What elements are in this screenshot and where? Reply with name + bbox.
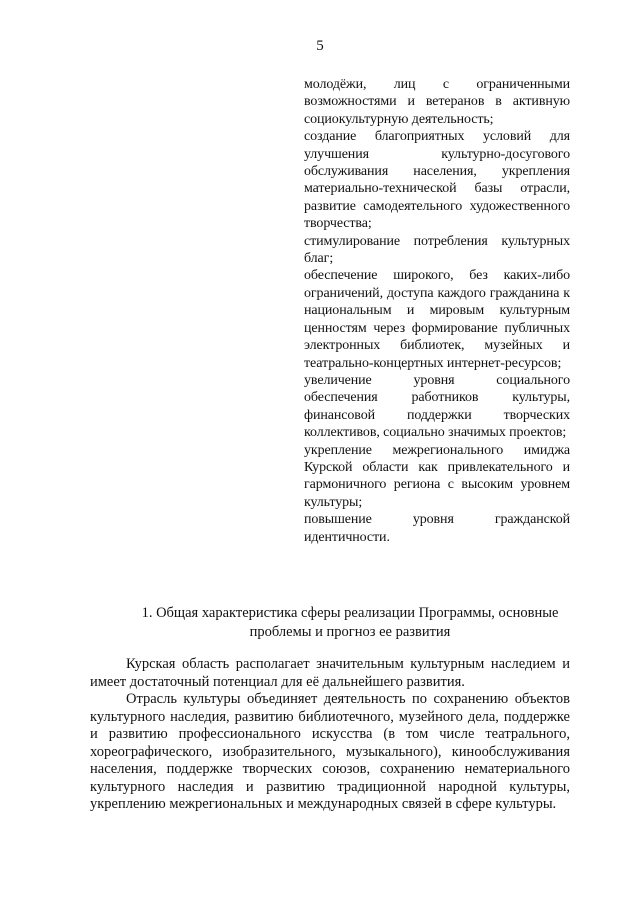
- goal-item: укрепление межрегионального имиджа Курской области как привлекательного и гармоничного региона с высоким уровнем культуры;: [304, 442, 570, 510]
- page-number: 5: [316, 38, 324, 54]
- body-paragraph: Курская область располагает значительным культурным наследием и имеет достаточный потенциал для её дальнейшего развития.: [90, 656, 570, 690]
- goal-item: создание благоприятных условий для улучшения культурно-досугового обслуживания населения, укрепления материально-технической базы отрасли, развитие самодеятельного художественного творчества;: [304, 129, 570, 232]
- goal-item: увеличение уровня социального обеспечения работников культуры, финансовой поддержки творческих коллективов, социально значимых проектов;: [304, 372, 570, 441]
- goal-item: обеспечение широкого, без каких-либо ограничений, доступа каждого гражданина к национальным и мировым культурным ценностям через формирование публичных электронных библиотек, музейных и театрально-концертных интернет-ресурсов;: [304, 268, 570, 371]
- body-paragraph: Отрасль культуры объединяет деятельность по сохранению объектов культурного наследия, развитию библиотечного, музейного дела, поддержке и развитию профессионального искусства (в том числе театрального, хореографического, изобразительного, музыкального), кинообслуживания населения, поддержке творческих союзов, сохранению нематериального культурного наследия и развитию традиционной народной культуры, укреплению межрегиональных и международных связей в сфере культуры.: [90, 691, 570, 812]
- goals-list: [304, 76, 570, 546]
- section-heading-line: 1. Общая характеристика сферы реализации Программы, основные: [141, 605, 559, 621]
- section-heading: [120, 604, 580, 642]
- goal-item: стимулирование потребления культурных благ;: [304, 233, 570, 267]
- goal-item: молодёжи, лиц с ограниченными возможностями и ветеранов в активную социокультурную деятельность;: [304, 77, 570, 127]
- section-heading-line: проблемы и прогноз ее развития: [249, 624, 451, 640]
- goal-item: повышение уровня гражданской идентичности.: [304, 512, 570, 545]
